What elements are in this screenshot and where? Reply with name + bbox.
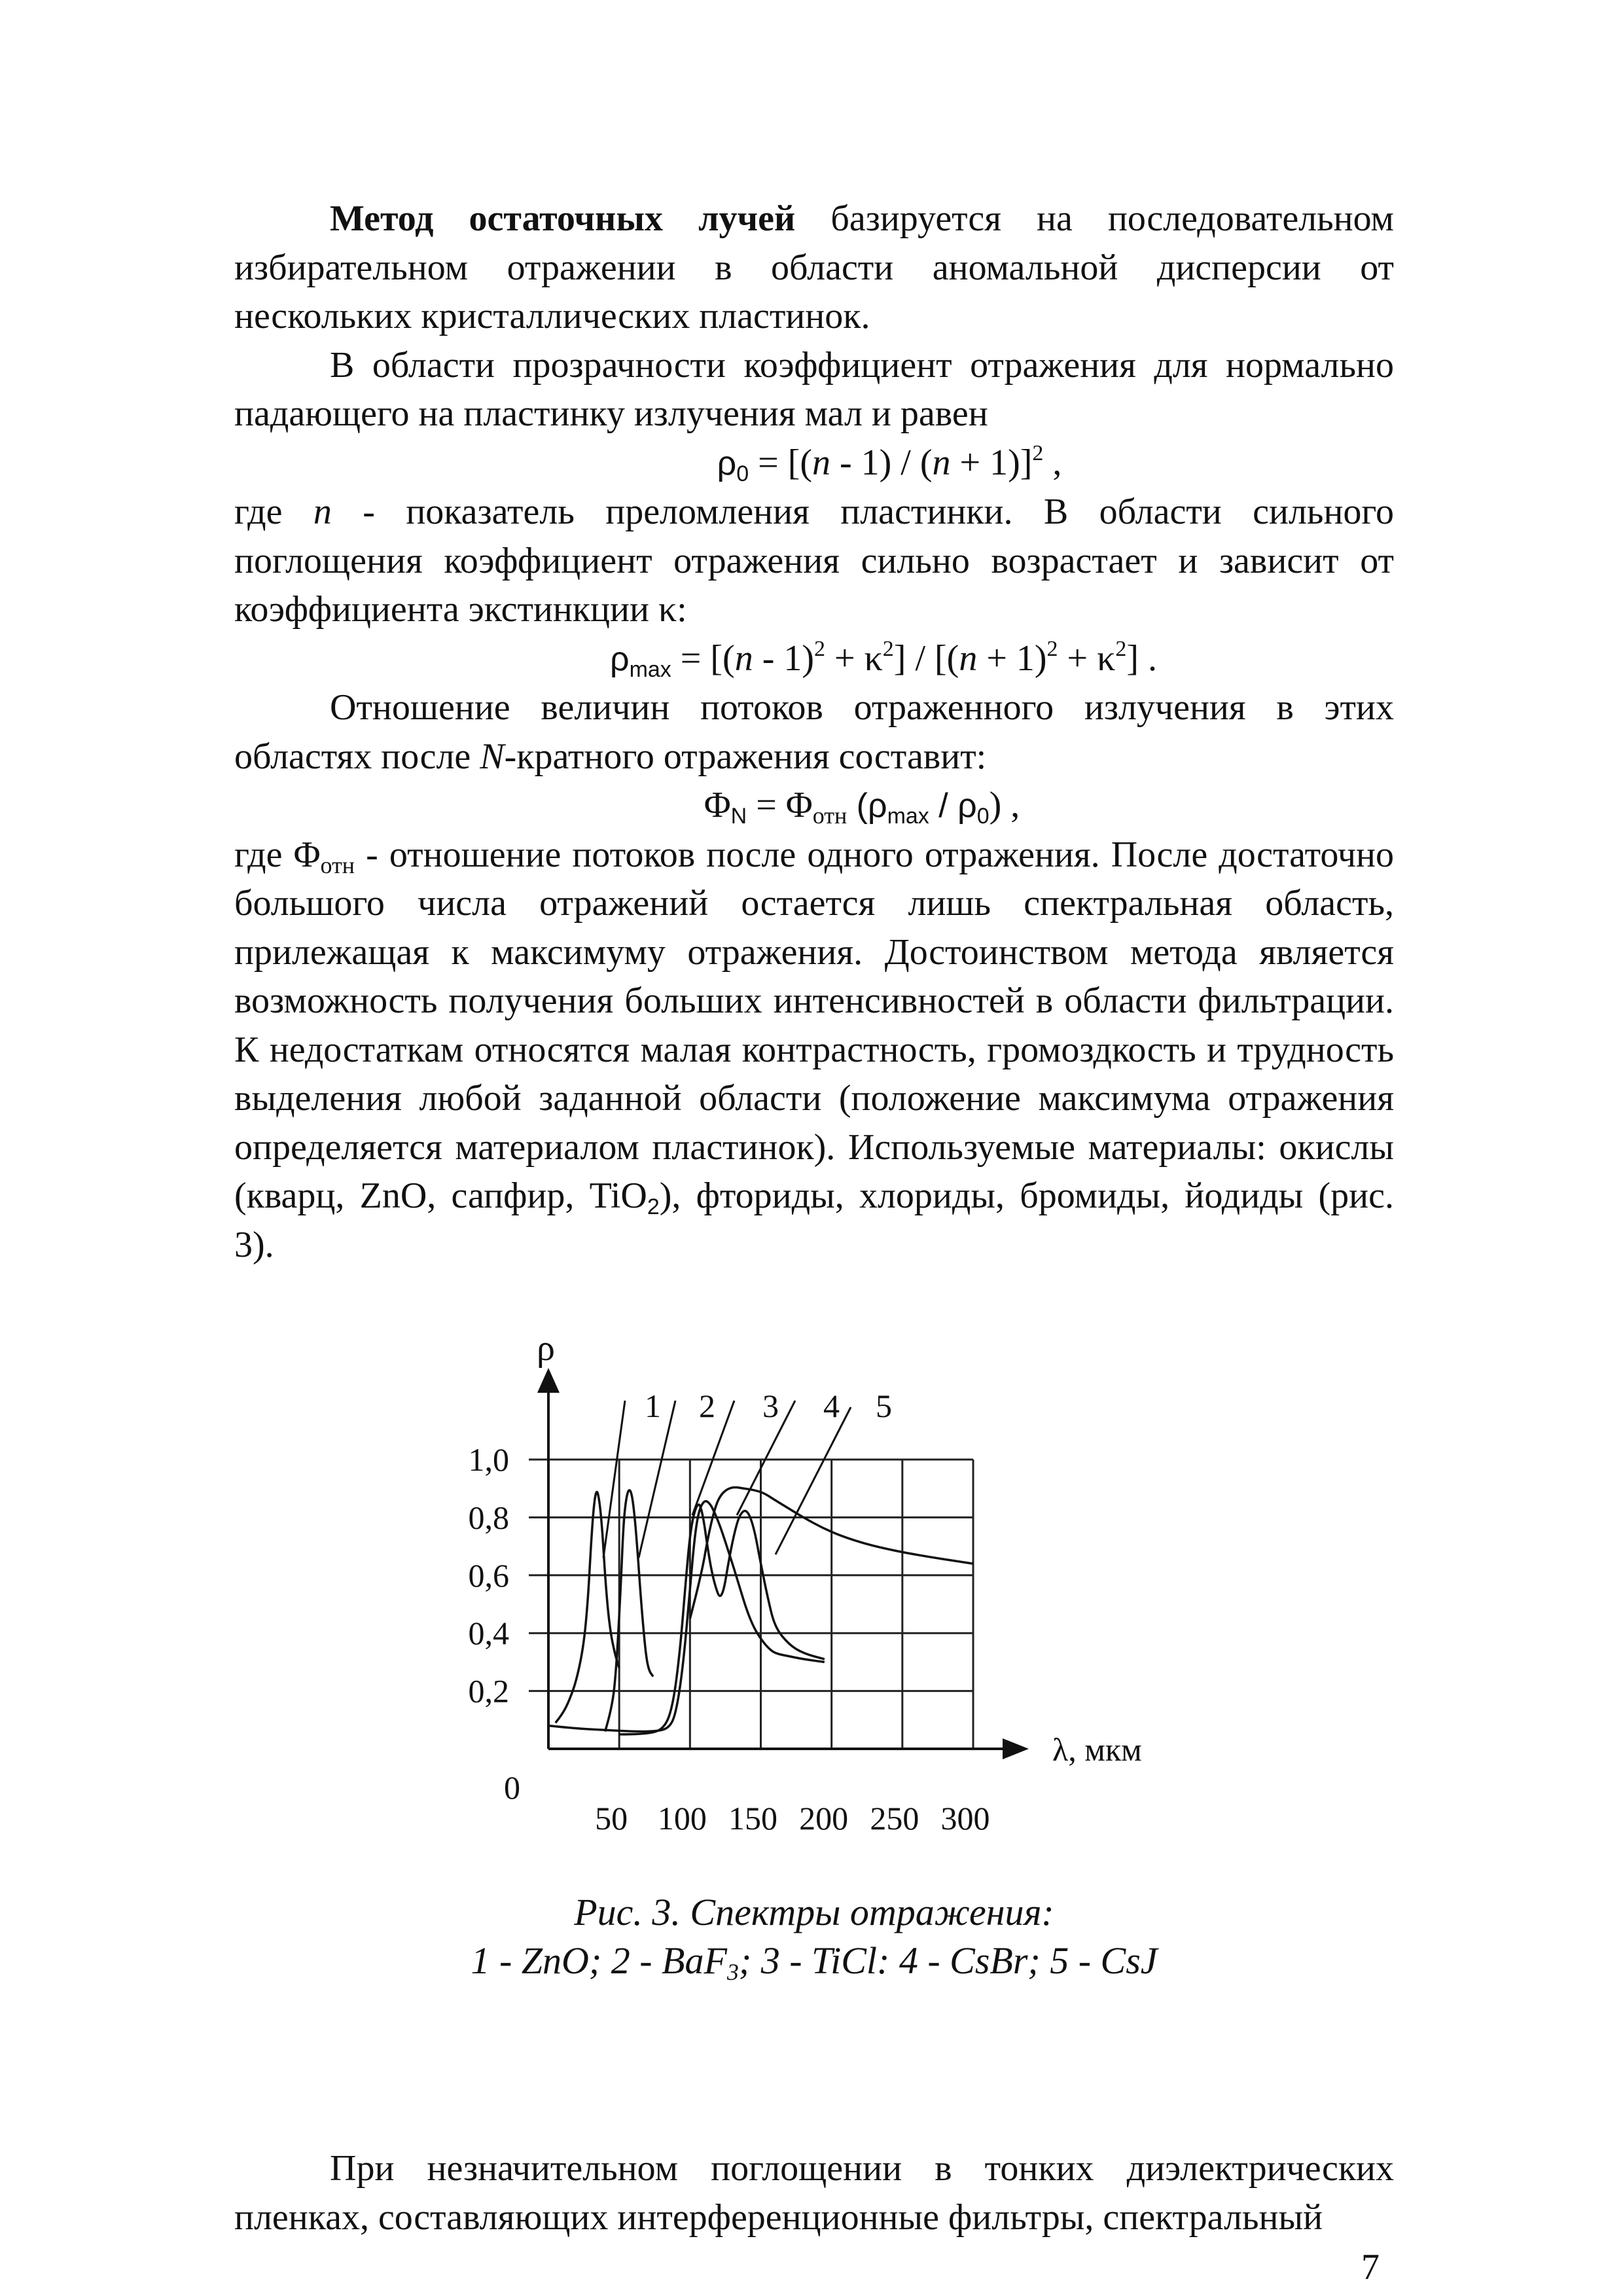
paragraph-ratio: Отношение величин потоков отраженного излучения в этих областях после N-кратного отражения составит:: [234, 687, 1394, 777]
figure-caption: [234, 1888, 1394, 1985]
x-tick-label: 250: [870, 1800, 919, 1837]
x-tick-label: 100: [657, 1800, 707, 1837]
curve-label-4: 4: [823, 1388, 840, 1424]
curve-leader-1: [603, 1401, 625, 1558]
x-tick-label: 150: [728, 1800, 777, 1837]
y-tick-label: 0,8: [468, 1499, 509, 1536]
series-line-4: [619, 1505, 825, 1734]
curve-label-1: 1: [645, 1388, 661, 1424]
x-tick-label: 50: [595, 1800, 628, 1837]
curve-label-2: 2: [699, 1388, 715, 1424]
method-term: Метод остаточных лучей: [330, 198, 796, 239]
paragraph-thin-films: При незначительном поглощении в тонких диэлектрических пленках, составляющих интерференционные фильтры, спектральный: [234, 2148, 1394, 2238]
x-tick-label: 200: [799, 1800, 849, 1837]
y-tick-label: 1,0: [468, 1441, 509, 1478]
caption-legend: 1 - ZnO; 2 - BaF$_3$; 3 - TiCl: 4 - CsBr; 5 - CsJ: [471, 1939, 1158, 1985]
series-line-3: [548, 1501, 825, 1732]
y-axis-label: ρ: [537, 1328, 555, 1369]
origin-label: 0: [504, 1769, 520, 1806]
caption-title: Рис. 3. Спектры отражения:: [574, 1891, 1054, 1933]
y-tick-label: 0,6: [468, 1556, 509, 1594]
y-tick-label: 0,2: [468, 1672, 509, 1710]
y-axis-arrow: [537, 1368, 560, 1393]
x-axis-arrow: [1003, 1738, 1029, 1759]
lower-text-block: [234, 2144, 1394, 2242]
paragraph-advantages: где $\Phi_{отн}$ - отношение потоков после одного отражения. После достаточно большого числа отражений остается лишь спектральная область, прилежащая к максимуму отражения. Достоинством метода является возможность получения больших интенсивностей в области фильтрации. К недостаткам относятся малая контрастность, громоздкость и трудность выделения любой заданной области (положение максимума отражения определяется материалом пластинок). Используемые материалы: окислы (кварц, ZnO, сапфир, TiO$_2$), фториды, хлориды, бромиды, йодиды (рис. 3).: [234, 834, 1395, 1265]
method-description: базируется на последовательном избирательном отражении в области аномальной дисперсии от нескольких кристаллических пластинок.: [234, 198, 1394, 336]
curve-label-5: 5: [876, 1388, 892, 1424]
paragraph-transparency: В области прозрачности коэффициент отражения для нормально падающего на пластинку излучения мал и равен: [234, 344, 1394, 434]
paragraph-refraction: где n - показатель преломления пластинки. В области сильного поглощения коэффициент отражения сильно возрастает и зависит от коэффициента экстинкции κ:: [234, 492, 1395, 630]
series-line-1: [556, 1492, 619, 1723]
y-tick-label: 0,4: [468, 1615, 509, 1652]
formula-phi: $\Phi_N = \Phi_{отн}$ $(\rho_{max} / \rho_0)$ ,: [704, 785, 1020, 829]
curve-leader-5: [776, 1407, 851, 1554]
curve-leader-2: [639, 1401, 675, 1558]
formula-rhomax: $\rho_{max} = [(n - 1)^2 + \kappa^2] / [(n + 1)^2 + \kappa^2]$ .: [609, 636, 1158, 682]
x-tick-label: 300: [940, 1800, 990, 1837]
page-number: 7: [1361, 2247, 1380, 2287]
curve-label-3: 3: [762, 1388, 779, 1424]
formula-rho0: $\rho_0 = [(n - 1) / (n + 1)]^2$ ,: [717, 440, 1062, 486]
x-axis-label: λ, мкм: [1052, 1731, 1142, 1768]
